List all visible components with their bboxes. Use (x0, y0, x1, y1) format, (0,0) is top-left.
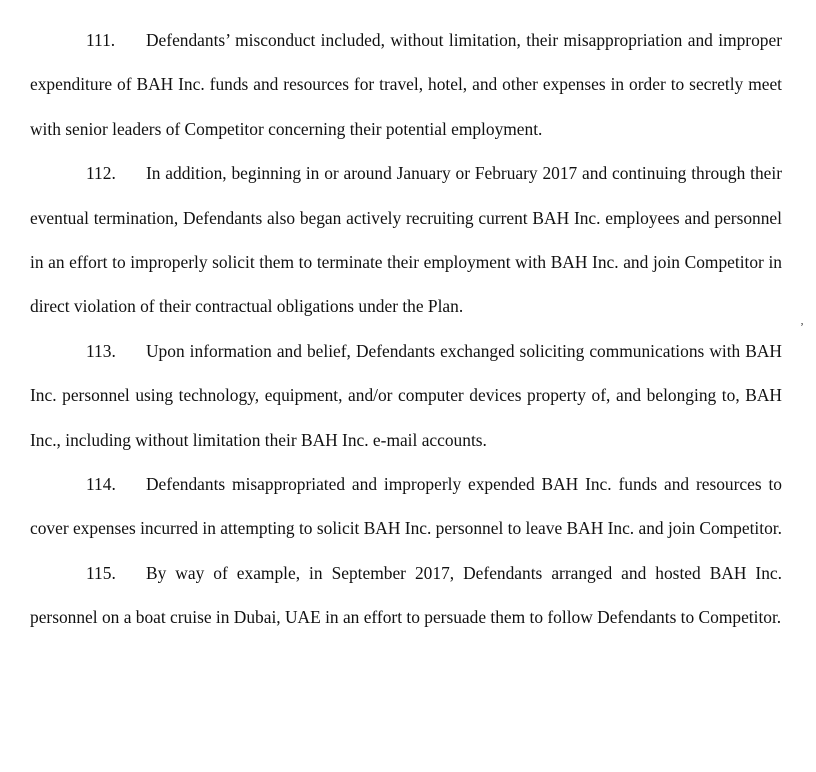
document-body (30, 18, 782, 640)
paragraph-115 (30, 551, 782, 640)
scan-artifact-mark: ʼ (800, 320, 804, 334)
paragraph-text: Defendants’ misconduct included, without limitation, their misappropriation and improper expenditure of BAH Inc. funds and resources for travel, hotel, and other expenses in order to secretly meet with senior leaders of Competitor concerning their potential employment. (30, 30, 782, 139)
paragraph-113 (30, 329, 782, 462)
paragraph-number: 113. (86, 340, 116, 361)
paragraph-111 (30, 18, 782, 151)
paragraph-112 (30, 151, 782, 329)
paragraph-text: Defendants misappropriated and improperly expended BAH Inc. funds and resources to cover expenses incurred in attempting to solicit BAH Inc. personnel to leave BAH Inc. and join Competitor. (30, 474, 782, 539)
paragraph-text: Upon information and belief, Defendants exchanged soliciting communications with BAH Inc. personnel using technology, equipment, and/or computer devices property of, and belonging to, BAH Inc., including without limitation their BAH Inc. e-mail accounts. (30, 340, 782, 450)
paragraph-114 (30, 462, 782, 551)
paragraph-number: 114. (86, 474, 116, 495)
paragraph-text: By way of example, in September 2017, Defendants arranged and hosted BAH Inc. personnel on a boat cruise in Dubai, UAE in an effort to persuade them to follow Defendants to Competitor. (30, 562, 782, 628)
paragraph-number: 112. (86, 163, 116, 184)
paragraph-text: In addition, beginning in or around January or February 2017 and continuing through their eventual termination, Defendants also began actively recruiting current BAH Inc. employees and personnel in an effort to improperly solicit them to terminate their employment with BAH Inc. and join Competitor in direct violation of their contractual obligations under the Plan. (30, 163, 782, 317)
paragraph-number: 115. (86, 562, 116, 583)
paragraph-number: 111. (86, 30, 116, 50)
